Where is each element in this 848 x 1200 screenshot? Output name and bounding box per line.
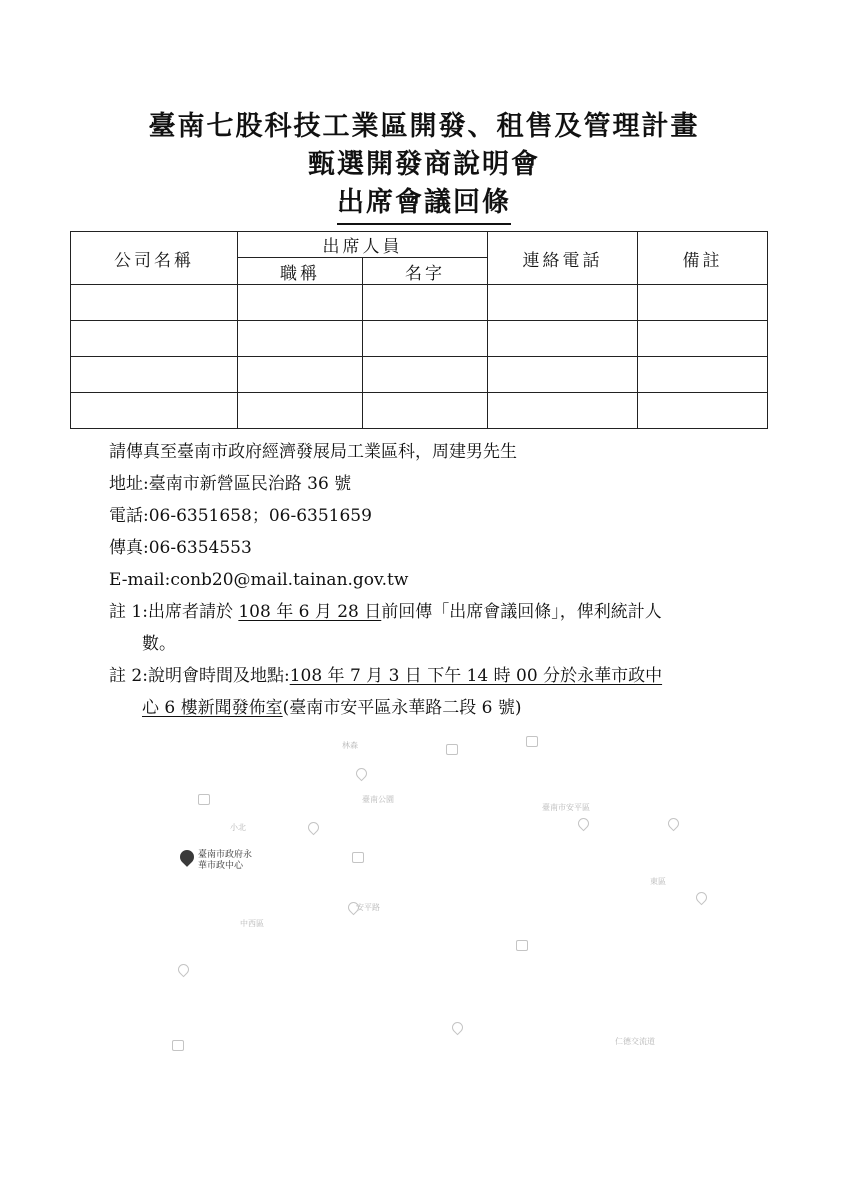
table-cell[interactable] [363, 285, 488, 321]
note-2 [109, 660, 749, 692]
table-cell[interactable] [363, 393, 488, 429]
header-job-title: 職稱 [238, 258, 363, 285]
note-1 [109, 596, 749, 628]
table-cell[interactable] [638, 357, 768, 393]
building-icon [352, 852, 364, 863]
table-row [71, 321, 768, 357]
phone-line: 電話:06-6351658；06-6351659 [109, 506, 372, 526]
map-label: 仁德交流道 [615, 1037, 655, 1046]
table-cell[interactable] [71, 393, 238, 429]
table-cell[interactable] [238, 285, 363, 321]
building-icon [516, 940, 528, 951]
header-name: 名字 [363, 258, 488, 285]
table-cell[interactable] [238, 321, 363, 357]
location-map[interactable] [120, 726, 740, 1076]
table-cell[interactable] [638, 321, 768, 357]
building-icon [198, 794, 210, 805]
table-row [71, 285, 768, 321]
header-company: 公司名稱 [71, 232, 238, 285]
note-1-continued: 數。 [142, 634, 176, 654]
note-1-suffix: 前回傳「出席會議回條」，俾利統計人 [381, 602, 662, 622]
building-icon [172, 1040, 184, 1051]
table-cell[interactable] [638, 285, 768, 321]
map-label: 林森 [342, 741, 358, 750]
table-row [71, 357, 768, 393]
map-main-label: 臺南市政府永 華市政中心 [198, 850, 253, 871]
map-label: 安平路 [356, 903, 380, 912]
email-line: E-mail:conb20@mail.tainan.gov.tw [109, 570, 409, 590]
note-1-date: 108 年 6 月 28 日 [238, 602, 382, 622]
map-pin-icon [450, 1020, 466, 1036]
title-block [0, 108, 848, 225]
table-cell[interactable] [488, 321, 638, 357]
map-pin-icon [176, 962, 192, 978]
table-cell[interactable] [71, 357, 238, 393]
table-cell[interactable] [638, 393, 768, 429]
map-pin-icon[interactable] [177, 847, 197, 867]
fax-to-line: 請傳真至臺南市政府經濟發展局工業區科，周建男先生 [109, 442, 517, 462]
table-cell[interactable] [71, 321, 238, 357]
table-cell[interactable] [488, 393, 638, 429]
building-icon [526, 736, 538, 747]
map-pin-icon [694, 890, 710, 906]
table-cell[interactable] [488, 357, 638, 393]
building-icon [446, 744, 458, 755]
header-phone: 連絡電話 [488, 232, 638, 285]
contact-info [109, 436, 749, 724]
table-cell[interactable] [71, 285, 238, 321]
map-label: 臺南公園 [362, 795, 394, 804]
map-pin-icon [576, 816, 592, 832]
address-line: 地址:臺南市新營區民治路 36 號 [109, 474, 352, 494]
reply-table [70, 231, 768, 429]
map-label: 臺南市安平區 [542, 803, 590, 812]
map-pin-icon [306, 820, 322, 836]
header-attendees: 出席人員 [238, 232, 488, 258]
map-label: 小北 [230, 823, 246, 832]
table-cell[interactable] [363, 357, 488, 393]
fax-line: 傳真:06-6354553 [109, 538, 252, 558]
note-1-prefix: 註 1:出席者請於 [109, 602, 239, 622]
table-cell[interactable] [363, 321, 488, 357]
map-label: 中西區 [240, 919, 264, 928]
table-cell[interactable] [238, 393, 363, 429]
doc-title-form: 出席會議回條 [337, 184, 511, 225]
header-remarks: 備註 [638, 232, 768, 285]
table-row [71, 393, 768, 429]
map-pin-icon [666, 816, 682, 832]
doc-title-main: 臺南七股科技工業區開發、租售及管理計畫 [148, 111, 700, 142]
doc-title-sub: 甄選開發商說明會 [308, 149, 540, 180]
note-2-prefix: 註 2:說明會時間及地點: [109, 666, 290, 686]
note-2-time-place: 108 年 7 月 3 日 下午 14 時 00 分於永華市政中 [289, 666, 663, 686]
note-2-continued [109, 692, 749, 724]
map-label: 東區 [650, 877, 666, 886]
map-pin-icon [354, 766, 370, 782]
table-cell[interactable] [488, 285, 638, 321]
note-2-room: 心 6 樓新聞發佈室 [142, 698, 283, 718]
table-cell[interactable] [238, 357, 363, 393]
note-2-address: (臺南市安平區永華路二段 6 號) [282, 698, 522, 718]
